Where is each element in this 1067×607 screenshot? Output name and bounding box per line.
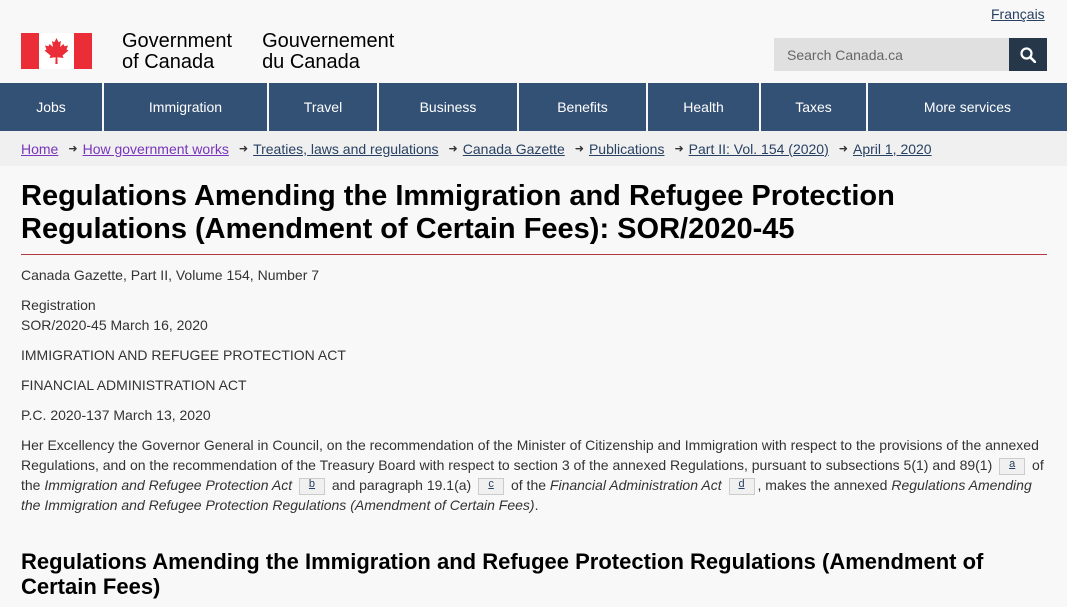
nav-item-health[interactable]: Health [648, 83, 761, 131]
gov-canada-signature[interactable] [21, 31, 394, 73]
act-heading-irpa: IMMIGRATION AND REFUGEE PROTECTION ACT [21, 347, 346, 363]
arrow-right-icon: ➜ [448, 143, 458, 155]
search-button[interactable] [1009, 38, 1047, 71]
nav-item-business[interactable]: Business [379, 83, 519, 131]
footnote-a-link[interactable]: a [999, 458, 1025, 475]
page-title: Regulations Amending the Immigration and Refugee Protection Regulations (Amendment of Certain Fees): SOR/2020-45 [21, 180, 1047, 255]
breadcrumb-treaties-laws[interactable]: Treaties, laws and regulations [253, 140, 439, 157]
gazette-reference: Canada Gazette, Part II, Volume 154, Number 7 [21, 267, 320, 283]
breadcrumb-home[interactable]: Home [21, 140, 59, 157]
footnote-d-link[interactable]: d [729, 478, 755, 495]
regulations-subtitle: Regulations Amending the Immigration and Refugee Protection Regulations (Amendment of Certain Fees) [21, 549, 984, 599]
enacting-clause: Her Excellency the Governor General in Council, on the recommendation of the Minister of Citizenship and Immigration with respect to the provisions of the annexed Regulations, and on the recommendation of the Treasury Board with respect to section 3 of the annexed Regulations, pursuant to subsections 5(1) and 89(1) a of the Immigration and Refugee Protection Act b and paragraph 19.1(a) c of the Financial Administration Act d , makes the annexed Regulations Amending the Immigration and Refugee Protection Regulations (Amendment of Certain Fees). [21, 437, 1044, 513]
main-content [21, 180, 1047, 599]
breadcrumb-how-government-works[interactable]: How government works [82, 140, 229, 157]
privy-council-number: P.C. 2020-137 March 13, 2020 [21, 407, 211, 423]
breadcrumb-publications[interactable]: Publications [588, 140, 665, 157]
search-icon [1020, 47, 1036, 63]
breadcrumb-part-ii-vol-154[interactable]: Part II: Vol. 154 (2020) [688, 140, 829, 157]
nav-item-more-services[interactable]: More services [923, 99, 1012, 115]
registration-value: SOR/2020-45 March 16, 2020 [21, 317, 208, 333]
arrow-right-icon: ➜ [68, 143, 78, 155]
arrow-right-icon: ➜ [574, 143, 584, 155]
gov-name-french: Gouvernement du Canada [262, 30, 395, 73]
search-input[interactable]: Search Canada.ca [774, 38, 1009, 71]
main-menu [0, 83, 1067, 131]
nav-item-travel[interactable]: Travel [269, 83, 379, 131]
arrow-right-icon: ➜ [238, 143, 249, 155]
gov-name-english: Government of Canada [122, 30, 233, 73]
nav-item-jobs[interactable]: Jobs [0, 83, 104, 131]
breadcrumb [0, 131, 1067, 166]
arrow-right-icon: ➜ [838, 143, 848, 155]
canada-flag-icon [21, 33, 92, 69]
breadcrumb-canada-gazette[interactable]: Canada Gazette [462, 140, 565, 157]
footnote-c-link[interactable]: c [478, 478, 504, 495]
language-toggle-link[interactable]: Français [991, 6, 1045, 22]
registration-block [21, 295, 1047, 335]
arrow-right-icon: ➜ [674, 143, 684, 155]
footnote-b-link[interactable]: b [299, 478, 325, 495]
registration-label: Registration [21, 297, 96, 313]
nav-item-immigration[interactable]: Immigration [104, 83, 269, 131]
nav-item-benefits[interactable]: Benefits [519, 83, 648, 131]
nav-item-taxes[interactable]: Taxes [761, 83, 868, 131]
act-heading-financial: FINANCIAL ADMINISTRATION ACT [21, 377, 247, 393]
breadcrumb-april-1-2020[interactable]: April 1, 2020 [852, 140, 932, 157]
